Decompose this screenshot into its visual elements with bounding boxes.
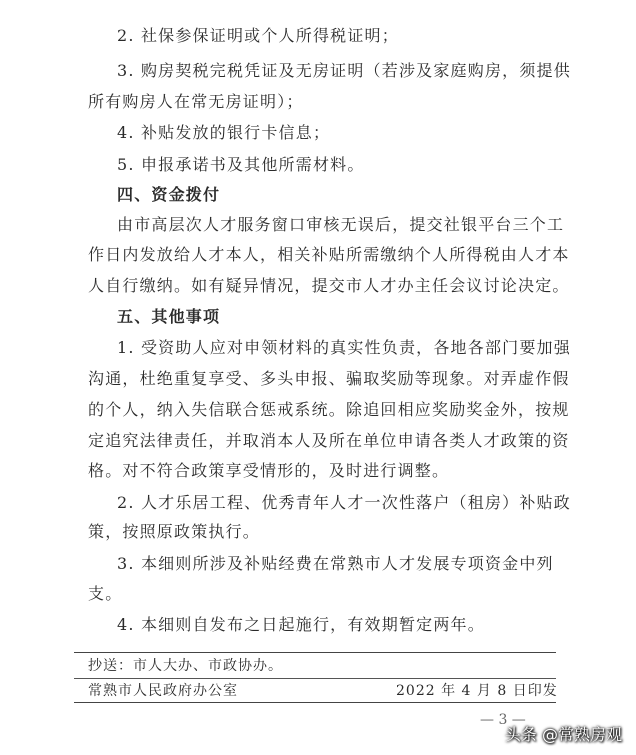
- body-line: 4. 本细则自发布之日起施行，有效期暂定两年。: [117, 615, 485, 634]
- body-line: 的个人，纳入失信联合惩戒系统。除追回相应奖励奖金外，按规: [88, 400, 570, 419]
- body-line: 5. 申报承诺书及其他所需材料。: [117, 155, 365, 174]
- body-line: 2. 社保参保证明或个人所得税证明；: [117, 26, 399, 45]
- section-heading: 四、资金拨付: [117, 185, 221, 204]
- page-number: — 3 —: [480, 712, 526, 728]
- body-line: 3. 本细则所涉及补贴经费在常熟市人才发展专项资金中列: [117, 554, 554, 573]
- body-line: 由市高层次人才服务窗口审核无误后，提交社银平台三个工: [117, 215, 565, 234]
- body-line: 人自行缴纳。如有疑异情况，提交市人才办主任会议讨论决定。: [88, 276, 570, 295]
- body-line: 4. 补贴发放的银行卡信息；: [117, 123, 331, 142]
- body-line: 定追究法律责任，并取消本人及所在单位申请各类人才政策的资: [88, 431, 570, 450]
- footer-rule-bottom: [74, 702, 556, 703]
- footer-rule-top: [74, 652, 556, 653]
- cc-line: 抄送：市人大办、市政协办。: [88, 658, 283, 674]
- issuer: 常熟市人民政府办公室: [88, 683, 238, 699]
- body-line: 沟通，杜绝重复享受、多头申报、骗取奖励等现象。对弄虚作假: [88, 369, 570, 388]
- footer-rule-middle: [74, 678, 556, 679]
- body-line: 1. 受资助人应对申领材料的真实性负责，各地各部门要加强: [117, 338, 571, 357]
- body-line: 格。对不符合政策享受情形的，及时进行调整。: [88, 461, 450, 480]
- issue-date: 2022 年 4 月 8 日印发: [396, 683, 558, 699]
- body-line: 支。: [88, 584, 123, 603]
- body-line: 2. 人才乐居工程、优秀青年人才一次性落户（租房）补贴政: [117, 493, 571, 512]
- watermark: 头条 @常熟房观: [504, 725, 622, 744]
- body-line: 作日内发放给人才本人，相关补贴所需缴纳个人所得税由人才本: [88, 245, 570, 264]
- body-line: 所有购房人在常无房证明）；: [88, 92, 304, 111]
- body-line: 策，按照原政策执行。: [88, 522, 261, 541]
- body-line: 3. 购房契税完税凭证及无房证明（若涉及家庭购房，须提供: [117, 61, 571, 80]
- section-heading: 五、其他事项: [117, 307, 221, 326]
